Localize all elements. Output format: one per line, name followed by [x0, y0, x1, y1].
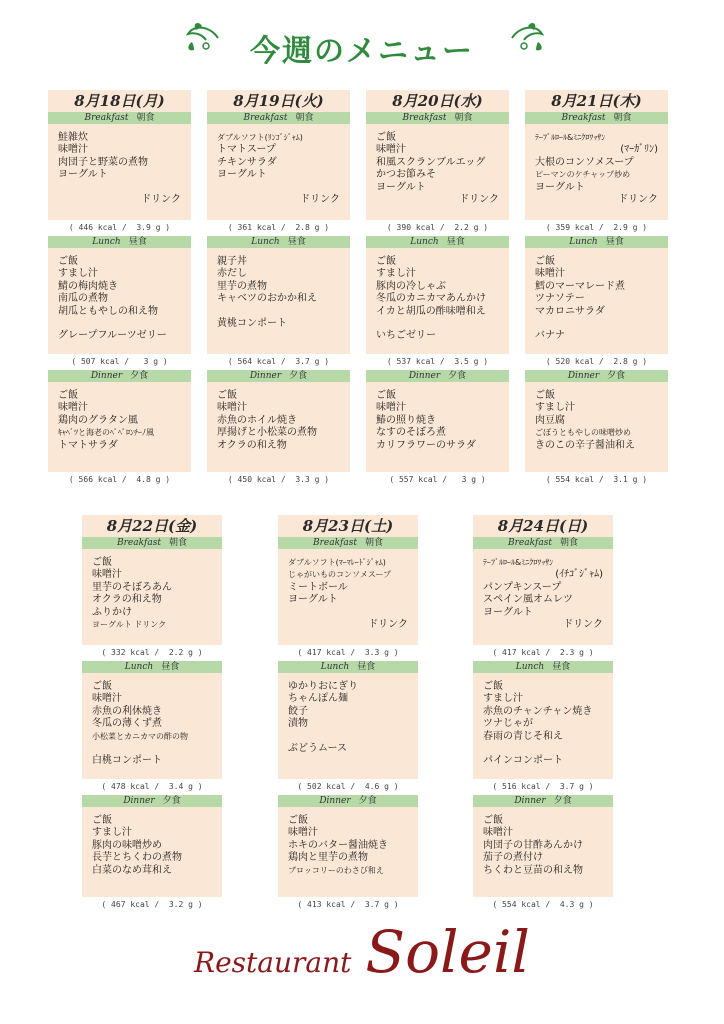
dinner-label-jp: 夕食: [289, 371, 308, 381]
lunch-header: [525, 236, 668, 248]
menu-item: ちくわと豆苗の和え物: [483, 864, 583, 876]
day-card: [525, 90, 668, 488]
menu-item: 肉団子と野菜の煮物: [58, 156, 148, 168]
breakfast-label-jp: 朝食: [613, 113, 632, 123]
menu-item: ツナじゃが: [483, 718, 533, 730]
lunch-nutrition: ( 478 kcal / 3.4 g ): [101, 782, 203, 791]
menu-item: ご飯: [92, 681, 112, 692]
menu-item: ツナソテー: [535, 293, 585, 305]
menu-item: すまし汁: [92, 827, 132, 839]
day-date: 8月19日(火): [207, 90, 350, 112]
menu-item: トマトスープ: [217, 144, 276, 156]
menu-item: スペイン風オムレツ: [483, 594, 573, 606]
menu-item: ドリンク: [141, 194, 181, 206]
dinner-label-en: Dinner: [123, 796, 155, 806]
menu-item: 豚肉の冷しゃぶ: [376, 280, 446, 292]
breakfast-header: [48, 112, 191, 124]
lunch-menu: [525, 248, 668, 354]
dinner-nutrition: ( 413 kcal / 3.7 g ): [297, 900, 399, 909]
menu-item: ご飯: [217, 390, 237, 401]
menu-item: [376, 318, 505, 330]
lunch-header: [278, 661, 418, 673]
menu-item: 鶏肉のグラタン風: [58, 414, 138, 426]
lunch-menu: [48, 248, 191, 354]
menu-item: すまし汁: [535, 402, 575, 414]
menu-item: イカと胡瓜の酢味噌和え: [376, 305, 486, 317]
menu-item: オクラの和え物: [217, 439, 287, 451]
menu-item: [483, 743, 609, 755]
menu-item: 肉団子の甘酢あんかけ: [483, 839, 583, 851]
menu-item: いちごゼリー: [376, 330, 436, 342]
menu-item: ご飯: [483, 681, 503, 692]
menu-item: ご飯: [376, 256, 396, 267]
breakfast-nutrition: ( 417 kcal / 3.3 g ): [297, 648, 399, 657]
menu-item: 胡瓜ともやしの和え物: [58, 305, 158, 317]
breakfast-label-jp: 朝食: [559, 538, 578, 548]
menu-item: 冬瓜の薄くず煮: [92, 718, 162, 730]
breakfast-label-en: Breakfast: [243, 113, 288, 123]
dinner-header: [278, 795, 418, 807]
breakfast-header: [82, 537, 222, 549]
lunch-label-jp: 昼食: [446, 237, 465, 247]
dinner-menu: [473, 807, 613, 897]
dinner-label-jp: 夕食: [607, 371, 626, 381]
brand-prefix: Restaurant: [193, 946, 352, 979]
menu-item: ミートボール: [288, 581, 348, 593]
menu-item: ｷｬﾍﾞﾂと海老のﾍﾟﾍﾟﾛﾝﾁｰﾉ風: [58, 428, 154, 438]
menu-item: ヨーグルト ドリンク: [92, 620, 167, 630]
menu-item: 肉豆腐: [535, 414, 565, 426]
breakfast-header: [473, 537, 613, 549]
menu-item: 鰆の照り焼き: [376, 414, 436, 426]
menu-item: カリフラワーのサラダ: [376, 439, 476, 451]
menu-item: かつお節みそ: [376, 169, 436, 181]
menu-item: 厚揚げと小松菜の煮物: [217, 427, 317, 439]
lunch-label-en: Lunch: [320, 662, 350, 672]
menu-item: 親子丼: [217, 256, 247, 267]
day-card: [82, 515, 222, 913]
breakfast-nutrition: ( 361 kcal / 2.8 g ): [227, 223, 330, 232]
menu-item: [217, 182, 346, 194]
menu-item: 味噌汁: [92, 693, 122, 705]
lunch-nutrition: ( 516 kcal / 3.7 g ): [492, 782, 594, 791]
menu-item: ゆかりおにぎり: [288, 681, 358, 692]
dinner-label-jp: 夕食: [448, 371, 467, 381]
menu-item: [288, 731, 414, 743]
menu-item: ご飯: [376, 390, 396, 401]
menu-item: 味噌汁: [217, 402, 247, 414]
breakfast-label-en: Breakfast: [402, 113, 447, 123]
menu-item: [58, 318, 187, 330]
menu-item: 味噌汁: [535, 268, 565, 280]
breakfast-menu: [366, 124, 509, 220]
menu-item: バナナ: [535, 330, 565, 342]
lunch-header: [473, 661, 613, 673]
menu-item: ヨーグルト: [288, 594, 338, 606]
menu-item: ご飯: [535, 390, 555, 401]
menu-item: ドリンク: [300, 194, 340, 206]
dinner-label-jp: 夕食: [130, 371, 149, 381]
breakfast-label-jp: 朝食: [136, 113, 155, 123]
breakfast-menu: [82, 549, 222, 645]
lunch-header: [82, 661, 222, 673]
menu-item: 赤だし: [217, 268, 247, 280]
breakfast-menu: [278, 549, 418, 645]
menu-item: 茄子の煮付け: [483, 852, 543, 864]
menu-item: ヨーグルト: [483, 606, 533, 618]
leaf-ornament-icon: [508, 18, 548, 58]
breakfast-nutrition: ( 417 kcal / 2.3 g ): [492, 648, 594, 657]
day-card: [278, 515, 418, 913]
dinner-header: [525, 370, 668, 382]
breakfast-header: [207, 112, 350, 124]
dinner-menu: [278, 807, 418, 897]
breakfast-label-jp: 朝食: [168, 538, 187, 548]
menu-item: ヨーグルト: [535, 181, 585, 193]
menu-item: じゃがいものコンソメスープ: [288, 570, 392, 580]
dinner-header: [366, 370, 509, 382]
menu-item: 鶏肉と里芋の煮物: [288, 852, 368, 864]
breakfast-nutrition: ( 390 kcal / 2.2 g ): [386, 223, 489, 232]
dinner-label-en: Dinner: [249, 371, 282, 381]
menu-item: 和風スクランブルエッグ: [376, 156, 486, 168]
breakfast-header: [278, 537, 418, 549]
breakfast-label-en: Breakfast: [507, 538, 552, 548]
menu-item: ヨーグルト: [58, 169, 108, 181]
menu-item: ちゃんぽん麺: [288, 693, 348, 705]
menu-item: 味噌汁: [58, 402, 88, 414]
menu-item: ご飯: [58, 390, 78, 401]
day-date: 8月20日(水): [366, 90, 509, 112]
breakfast-label-en: Breakfast: [116, 538, 161, 548]
lunch-label-en: Lunch: [569, 237, 598, 247]
lunch-nutrition: ( 507 kcal / 3 g ): [71, 357, 168, 366]
breakfast-nutrition: ( 446 kcal / 3.9 g ): [68, 223, 171, 232]
lunch-nutrition: ( 502 kcal / 4.6 g ): [297, 782, 399, 791]
menu-item: 餃子: [288, 705, 308, 717]
menu-item: きのこの辛子醤油和え: [535, 439, 635, 451]
dinner-header: [473, 795, 613, 807]
menu-item: [92, 743, 218, 755]
menu-item: チキンサラダ: [217, 156, 277, 168]
menu-item: ご飯: [535, 256, 555, 267]
menu-item: [217, 306, 346, 318]
day-card: [207, 90, 350, 488]
day-card: [473, 515, 613, 913]
breakfast-label-jp: 朝食: [295, 113, 314, 123]
dinner-nutrition: ( 554 kcal / 3.1 g ): [545, 475, 648, 484]
menu-item: [288, 607, 414, 619]
dinner-label-en: Dinner: [90, 371, 123, 381]
menu-item: 白桃コンポート: [92, 755, 162, 767]
lunch-menu: [366, 248, 509, 354]
menu-item: 小松菜とカニカマの酢の物: [92, 731, 188, 741]
menu-item: ブロッコリーのわさび和え: [288, 865, 384, 875]
lunch-nutrition: ( 564 kcal / 3.7 g ): [227, 357, 330, 366]
dinner-nutrition: ( 467 kcal / 3.2 g ): [101, 900, 203, 909]
menu-item: 味噌汁: [483, 827, 513, 839]
day-date: 8月24日(日): [473, 515, 613, 537]
lunch-label-en: Lunch: [92, 237, 121, 247]
menu-item: ご飯: [288, 815, 308, 826]
menu-item: パインコンポート: [483, 755, 563, 767]
menu-item: すまし汁: [58, 268, 98, 280]
lunch-label-jp: 昼食: [552, 662, 571, 672]
breakfast-label-en: Breakfast: [312, 538, 357, 548]
menu-item: ヨーグルト: [376, 181, 426, 193]
dinner-label-jp: 夕食: [358, 796, 377, 806]
menu-item: 味噌汁: [58, 144, 88, 156]
menu-item: キャベツのおかか和え: [217, 293, 317, 305]
menu-item: [535, 318, 664, 330]
menu-item: ピーマンのケチャップ炒め: [535, 170, 631, 180]
menu-item: ご飯: [483, 815, 503, 826]
menu-item: 鱈のマーマレード煮: [535, 280, 625, 292]
menu-item: すまし汁: [376, 268, 416, 280]
menu-item: 赤魚の利休焼き: [92, 705, 162, 717]
menu-item: 味噌汁: [376, 144, 406, 156]
breakfast-label-en: Breakfast: [561, 113, 606, 123]
day-date: 8月21日(木): [525, 90, 668, 112]
menu-item: ふりかけ: [92, 606, 132, 618]
menu-item: ﾃｰﾌﾞﾙﾛｰﾙ&ﾐﾆｸﾛﾜｯｻﾝ: [483, 558, 554, 567]
breakfast-nutrition: ( 332 kcal / 2.2 g ): [101, 648, 203, 657]
breakfast-header: [366, 112, 509, 124]
menu-item: ごぼうともやしの味噌炒め: [535, 428, 631, 438]
lunch-menu: [278, 673, 418, 779]
breakfast-menu: [48, 124, 191, 220]
dinner-label-jp: 夕食: [162, 796, 181, 806]
menu-item: 豚肉の味噌炒め: [92, 839, 162, 851]
menu-item: グレープフルーツゼリー: [58, 330, 167, 342]
menu-item: 漬物: [288, 718, 308, 730]
menu-item: なすのそぼろ煮: [376, 427, 446, 439]
restaurant-logo: [0, 918, 724, 986]
lunch-nutrition: ( 537 kcal / 3.5 g ): [386, 357, 489, 366]
lunch-header: [48, 236, 191, 248]
menu-item: ご飯: [376, 132, 396, 143]
breakfast-menu: [473, 549, 613, 645]
breakfast-label-jp: 朝食: [364, 538, 383, 548]
day-date: 8月18日(月): [48, 90, 191, 112]
day-date: 8月23日(土): [278, 515, 418, 537]
menu-item: ご飯: [58, 256, 78, 267]
dinner-label-en: Dinner: [319, 796, 351, 806]
menu-item: 赤魚のホイル焼き: [217, 414, 297, 426]
day-card: [366, 90, 509, 488]
breakfast-label-jp: 朝食: [454, 113, 473, 123]
brand-name: Soleil: [365, 918, 530, 986]
lunch-header: [207, 236, 350, 248]
menu-item: 冬瓜のカニカマあんかけ: [376, 293, 486, 305]
menu-item: 長芋とちくわの煮物: [92, 852, 182, 864]
menu-item: ダブルソフト(ﾘﾝｺﾞｼﾞｬﾑ): [217, 133, 303, 142]
menu-item: 里芋のそぼろあん: [92, 581, 172, 593]
menu-item: 黄桃コンポート: [217, 318, 287, 330]
menu-item: ご飯: [92, 815, 112, 826]
menu-item: すまし汁: [483, 693, 523, 705]
menu-item: ホキのバター醤油焼き: [288, 839, 388, 851]
breakfast-label-en: Breakfast: [84, 113, 129, 123]
dinner-label-en: Dinner: [408, 371, 441, 381]
menu-item: 大根のコンソメスープ: [535, 156, 634, 168]
breakfast-menu: [525, 124, 668, 220]
breakfast-header: [525, 112, 668, 124]
lunch-label-jp: 昼食: [161, 662, 180, 672]
menu-item: ドリンク: [459, 194, 499, 206]
dinner-header: [82, 795, 222, 807]
lunch-menu: [207, 248, 350, 354]
day-date: 8月22日(金): [82, 515, 222, 537]
lunch-label-jp: 昼食: [605, 237, 624, 247]
lunch-label-en: Lunch: [251, 237, 280, 247]
menu-item: ドリンク: [563, 619, 603, 631]
lunch-header: [366, 236, 509, 248]
menu-item: (ｲﾁｺﾞｼﾞｬﾑ): [555, 569, 603, 581]
dinner-nutrition: ( 450 kcal / 3.3 g ): [227, 475, 330, 484]
menu-item: ご飯: [92, 557, 112, 568]
menu-item: ﾃｰﾌﾞﾙﾛｰﾙ&ﾐﾆｸﾛﾜｯｻﾝ: [535, 133, 606, 142]
day-card: [48, 90, 191, 488]
menu-item: [58, 182, 187, 194]
dinner-menu: [525, 382, 668, 472]
menu-item: (ﾏｰｶﾞﾘﾝ): [620, 144, 658, 156]
menu-item: 春雨の青じそ和え: [483, 730, 563, 742]
lunch-nutrition: ( 520 kcal / 2.8 g ): [545, 357, 648, 366]
dinner-nutrition: ( 566 kcal / 4.8 g ): [68, 475, 171, 484]
dinner-header: [48, 370, 191, 382]
menu-item: トマトサラダ: [58, 439, 118, 451]
lunch-label-jp: 昼食: [128, 237, 147, 247]
lunch-menu: [473, 673, 613, 779]
dinner-label-en: Dinner: [567, 371, 600, 381]
menu-item: 鮭雑炊: [58, 132, 88, 143]
dinner-header: [207, 370, 350, 382]
menu-item: ダブルソフト(ﾏｰﾏﾚｰﾄﾞｼﾞｬﾑ): [288, 558, 386, 567]
page-title: 今週のメニュー: [250, 34, 474, 69]
menu-item: ドリンク: [618, 194, 658, 206]
lunch-label-jp: 昼食: [357, 662, 376, 672]
lunch-label-en: Lunch: [124, 662, 154, 672]
breakfast-nutrition: ( 359 kcal / 2.9 g ): [545, 223, 648, 232]
menu-item: 南瓜の煮物: [58, 293, 108, 305]
dinner-label-jp: 夕食: [553, 796, 572, 806]
menu-item: マカロニサラダ: [535, 305, 605, 317]
breakfast-menu: [207, 124, 350, 220]
dinner-nutrition: ( 557 kcal / 3 g ): [389, 475, 486, 484]
menu-item: 赤魚のチャンチャン焼き: [483, 705, 593, 717]
menu-item: ドリンク: [368, 619, 408, 631]
lunch-menu: [82, 673, 222, 779]
dinner-menu: [207, 382, 350, 472]
dinner-menu: [366, 382, 509, 472]
menu-item: オクラの和え物: [92, 594, 162, 606]
menu-item: 白菜のなめ茸和え: [92, 864, 172, 876]
menu-item: 里芋の煮物: [217, 280, 267, 292]
menu-item: 味噌汁: [92, 569, 122, 581]
dinner-menu: [48, 382, 191, 472]
menu-item: 鯖の梅肉焼き: [58, 280, 118, 292]
lunch-label-en: Lunch: [515, 662, 545, 672]
menu-item: ぶどうムース: [288, 743, 347, 755]
dinner-nutrition: ( 554 kcal / 4.3 g ): [492, 900, 594, 909]
menu-item: パンプキンスープ: [483, 581, 562, 593]
lunch-label-jp: 昼食: [287, 237, 306, 247]
lunch-label-en: Lunch: [410, 237, 439, 247]
menu-item: 味噌汁: [288, 827, 318, 839]
dinner-menu: [82, 807, 222, 897]
menu-item: ヨーグルト: [217, 169, 267, 181]
dinner-label-en: Dinner: [514, 796, 546, 806]
menu-item: 味噌汁: [376, 402, 406, 414]
